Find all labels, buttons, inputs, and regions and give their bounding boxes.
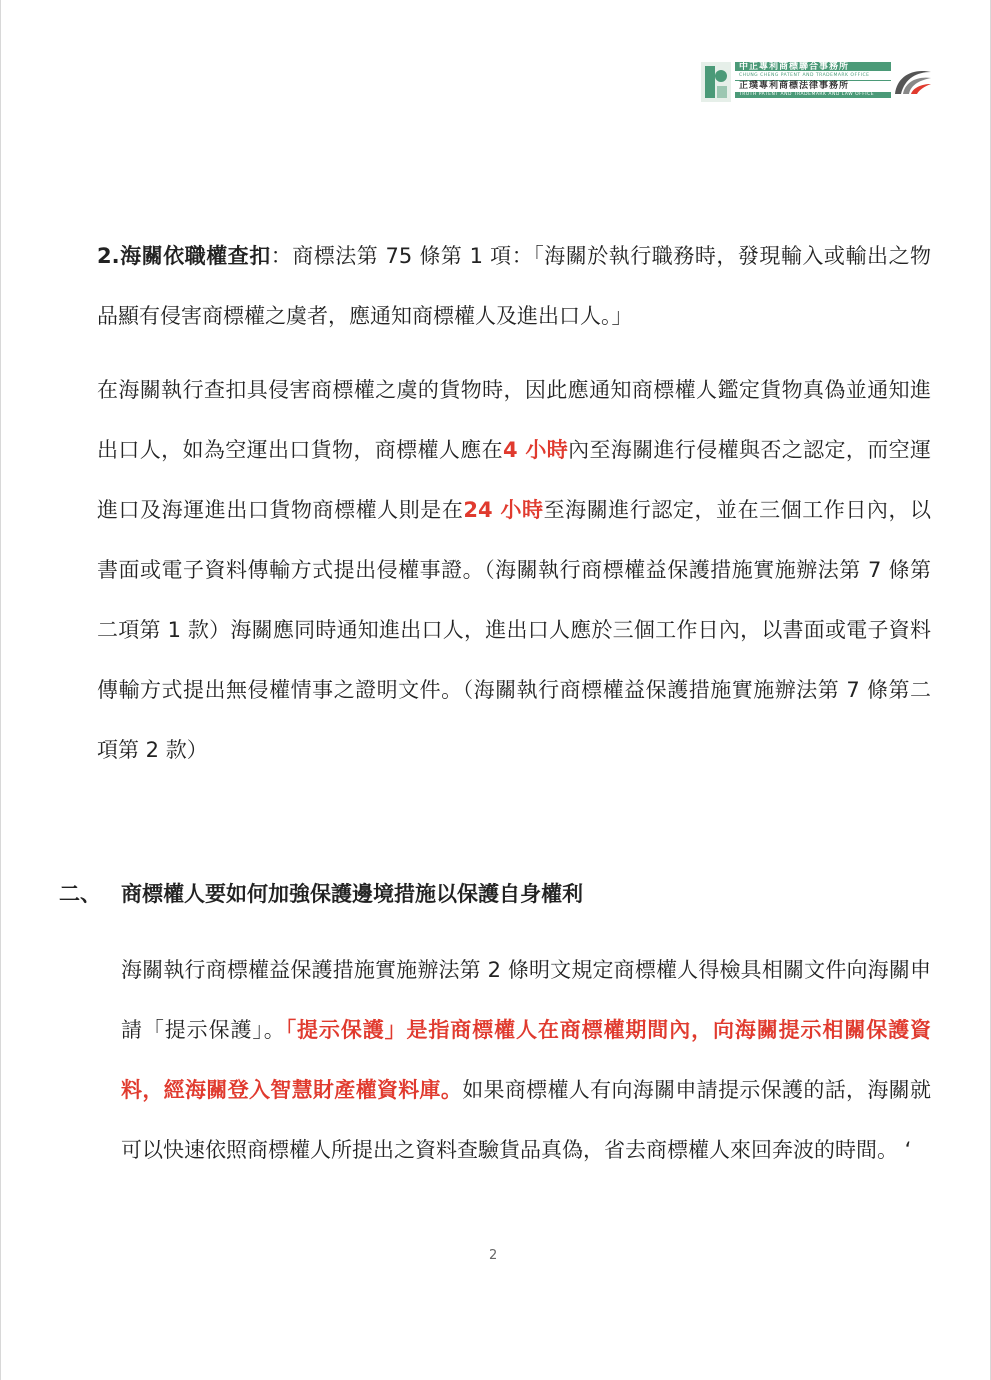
paragraph-text: 內至海關進行侵權與否之認定，而空運進口及海運進出口貨物商標權人則是在 [97,438,931,522]
logo-line1: 中正專利商標聯合事務所 [739,62,850,72]
paragraph-text: 如果商標權人有向海關申請提示保護的話，海關就可以快速依照商標權人所提出之資料查驗貨品真偽，省去商標權人來回奔波的時間。 ‘ [121,1078,931,1162]
page-number: 2 [489,1248,498,1263]
paragraph-text: 至海關進行認定，並在三個工作日內，以書面或電子資料傳輸方式提出侵權事證。（海關執行商標權益保護措施實施辦法第 7 條第二項第 1 款）海關應同時通知進出口人，進出口人應於三個工作日內，以書面或電子資料傳輸方式提出無侵權情事之證明文件。（海關執行商標權益保護措施實施辦法第 7 條第二項第 2 款） [97,498,932,762]
paragraph-notice-protection [121,940,931,1180]
paragraph-text: 在海關執行查扣具侵害商標權之虞的貨物時，因此應通知商標權人鑑定貨物真偽並通知進出口人，如為空運出口貨物，商標權人應在 [97,378,931,462]
firm-logo [701,62,933,102]
section-title: 商標權人要如何加強保護邊境措施以保護自身權利 [121,882,583,906]
logo-line2: 正璞專利商標法律事務所 [739,81,850,91]
logo-line2-en: TRUTH PATENT AND TRADEMARK AND LAW OFFICE [739,92,875,97]
highlight-definition: 「提示保護」是指商標權人在商標權期間內，向海關提示相關保護資料，經海關登入智慧財產權資料庫。 [121,1018,932,1102]
logo-mark-icon [701,62,731,102]
section-number: 二、 [59,882,101,906]
paragraph-heading: 2.海關依職權查扣 [97,244,271,268]
paragraph-customs-seizure [97,226,931,346]
logo-line1-en: CHUNG CHENG PATENT AND TRADEMARK OFFICE [739,73,870,78]
highlight-24-hours: 24 小時 [463,498,544,522]
paragraph-inspection [97,360,931,780]
paragraph-text: ：商標法第 75 條第 1 項：「海關於執行職務時，發現輸入或輸出之物品顯有侵害商標權之虞者，應通知商標權人及進出口人。」 [97,244,931,328]
highlight-4-hours: 4 小時 [503,438,569,462]
paragraph-text: 海關執行商標權益保護措施實施辦法第 2 條明文規定商標權人得檢具相關文件向海關申請「提示保護」。 [121,958,931,1042]
swoosh-icon [891,64,933,100]
